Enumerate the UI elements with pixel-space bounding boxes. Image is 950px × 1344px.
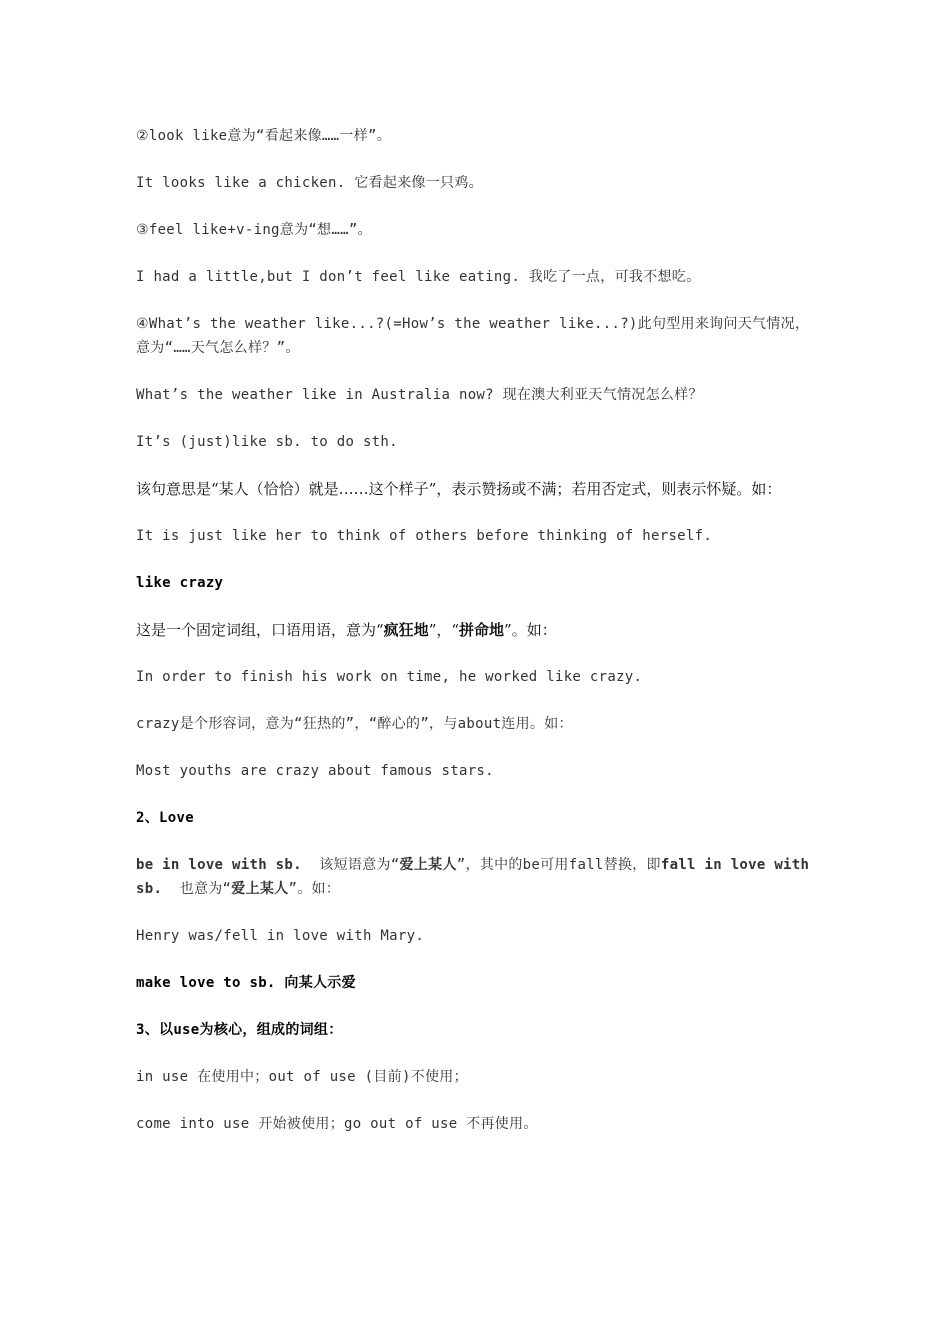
document-body bbox=[136, 124, 816, 1159]
paragraph-in-love-with bbox=[136, 853, 816, 901]
text-run: ”。如： bbox=[504, 621, 557, 639]
bold-term: 爱上某人 bbox=[399, 857, 457, 873]
bold-term: 拼命地 bbox=[459, 621, 505, 639]
paragraph-crazy-adjective: crazy是个形容词，意为“狂热的”，“醉心的”，与about连用。如： bbox=[136, 716, 573, 732]
text-run: 该短语意为“ bbox=[301, 857, 400, 873]
paragraph-example-work: In order to finish his work on time, he worked like crazy. bbox=[136, 669, 643, 685]
paragraph-example-eating: I had a little,but I don’t feel like eating. 我吃了一点，可我不想吃。 bbox=[136, 269, 701, 285]
bold-term: 爱上某人 bbox=[231, 881, 289, 897]
paragraph-example-herself: It is just like her to think of others before thinking of herself. bbox=[136, 528, 713, 544]
paragraph-weather-pattern: ④What’s the weather like...?(=How’s the weather like...?)此句型用来询问天气情况，意为“……天气怎么样？”。 bbox=[136, 316, 810, 356]
text-run: ”，其中的be可用fall替换，即 bbox=[456, 857, 661, 873]
heading-use: 3、以use为核心，组成的词组： bbox=[136, 1022, 343, 1038]
paragraph-pattern-explanation: 该句意思是“某人（恰恰）就是……这个样子”，表示赞扬或不满；若用否定式，则表示怀疑。如： bbox=[136, 480, 782, 498]
paragraph-feel-like: ③feel like+v-ing意为“想……”。 bbox=[136, 222, 372, 238]
paragraph-in-use: in use 在使用中；out of use (目前)不使用； bbox=[136, 1069, 468, 1085]
heading-make-love: make love to sb. 向某人示爱 bbox=[136, 975, 356, 991]
text-run: 也意为“ bbox=[162, 881, 232, 897]
bold-term: 疯狂地 bbox=[383, 621, 429, 639]
text-run: 这是一个固定词组，口语用语，意为“ bbox=[136, 621, 384, 639]
paragraph-example-youths: Most youths are crazy about famous stars. bbox=[136, 763, 494, 779]
heading-love: 2、Love bbox=[136, 810, 194, 826]
paragraph-example-australia: What’s the weather like in Australia now? 现在澳大利亚天气情况怎么样？ bbox=[136, 387, 703, 403]
paragraph-example-chicken: It looks like a chicken. 它看起来像一只鸡。 bbox=[136, 175, 483, 191]
paragraph-look-like: ②look like意为“看起来像……一样”。 bbox=[136, 128, 392, 144]
bold-phrase: be in love with sb. bbox=[136, 857, 302, 873]
bold-phrase: fall in love with sb. bbox=[136, 857, 818, 897]
text-run: ”。如： bbox=[288, 881, 341, 897]
heading-like-crazy: like crazy bbox=[136, 575, 224, 591]
paragraph-its-like-pattern: It’s (just)like sb. to do sth. bbox=[136, 434, 398, 450]
text-run: ”，“ bbox=[428, 621, 460, 639]
paragraph-example-henry: Henry was/fell in love with Mary. bbox=[136, 928, 425, 944]
paragraph-come-into-use: come into use 开始被使用；go out of use 不再使用。 bbox=[136, 1116, 538, 1132]
paragraph-like-crazy-explanation bbox=[136, 618, 816, 642]
